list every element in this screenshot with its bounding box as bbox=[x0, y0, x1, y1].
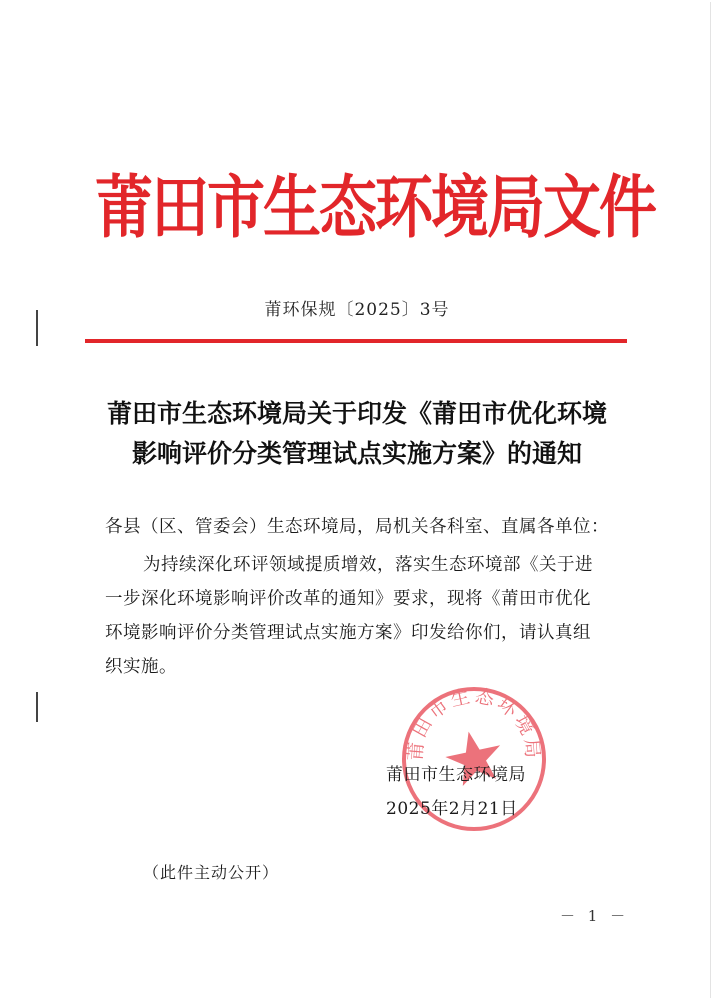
document-page bbox=[4, 2, 711, 998]
notice-title-line: 影响评价分类管理试点实施方案》的通知 bbox=[131, 439, 582, 468]
issue-date: 2025年2月21日 bbox=[386, 799, 518, 819]
body-line: 织实施。 bbox=[105, 657, 177, 677]
seal-text: 莆田市生态环境局 bbox=[404, 685, 544, 762]
page-number: － 1 － bbox=[560, 907, 630, 925]
document-header-title: 莆田市生态环境局文件 bbox=[95, 167, 656, 248]
body-line: 一步深化环境影响评价改革的通知》要求，现将《莆田市优化 bbox=[105, 589, 591, 609]
issuer-signature: 莆田市生态环境局 bbox=[386, 765, 526, 785]
body-paragraph bbox=[105, 548, 625, 684]
recipients-line: 各县（区、管委会）生态环境局，局机关各科室、直属各单位： bbox=[105, 517, 609, 537]
public-disclosure-note: （此件主动公开） bbox=[143, 863, 280, 882]
notice-title bbox=[0, 394, 714, 474]
body-line: 为持续深化环评领域提质增效，落实生态环境部《关于进 bbox=[143, 555, 593, 575]
body-line: 环境影响评价分类管理试点实施方案》印发给你们，请认真组 bbox=[105, 623, 591, 643]
document-number: 莆环保规〔2025〕3号 bbox=[264, 300, 450, 320]
red-divider-line bbox=[85, 339, 627, 343]
scan-mark bbox=[36, 692, 38, 722]
notice-title-line: 莆田市生态环境局关于印发《莆田市优化环境 bbox=[106, 399, 607, 428]
